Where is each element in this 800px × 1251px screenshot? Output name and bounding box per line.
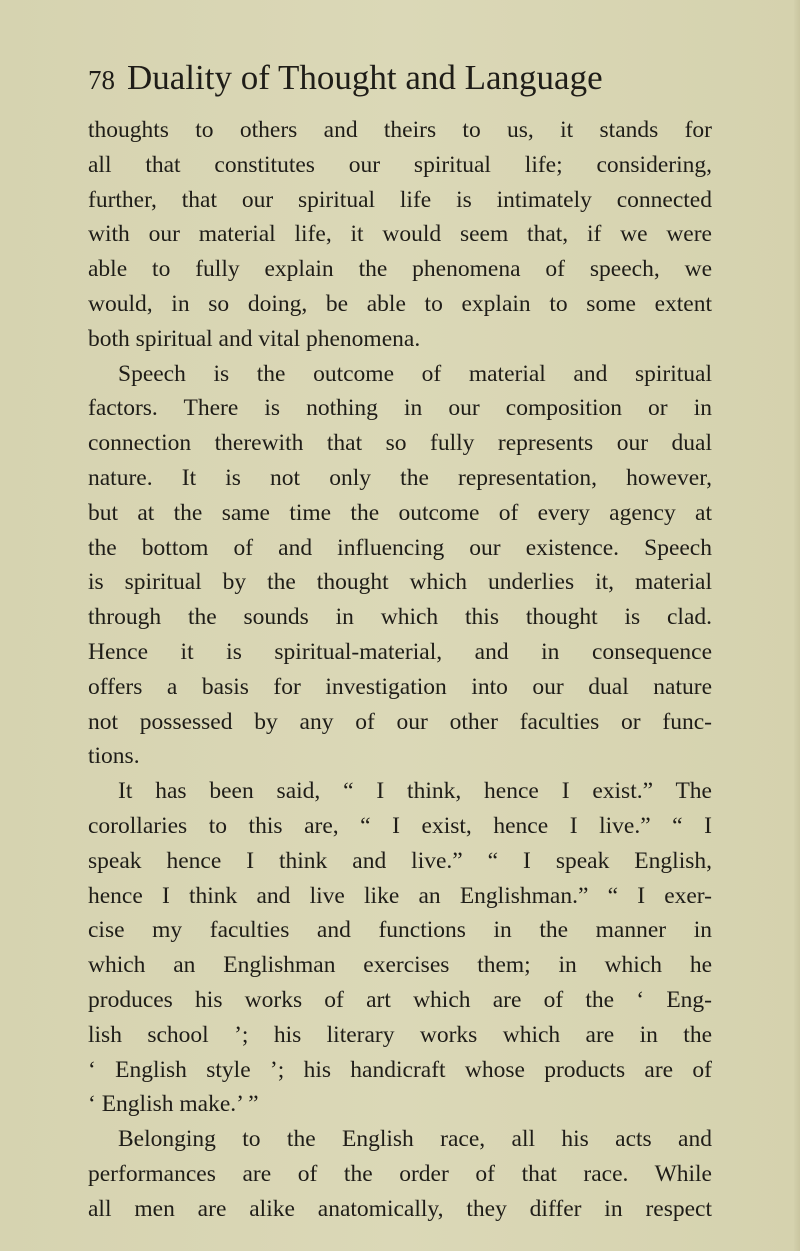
- text-line: the bottom of and influencing our existence. Speech: [88, 534, 712, 561]
- text-line: which an Englishman exercises them; in which he: [88, 952, 712, 979]
- text-line: connection therewith that so fully represents our dual: [88, 430, 712, 457]
- running-header: [88, 58, 728, 98]
- body-text: [88, 113, 712, 1227]
- text-line: factors. There is nothing in our composition or in: [88, 395, 712, 422]
- text-line: through the sounds in which this thought is clad.: [88, 604, 712, 631]
- text-line: but at the same time the outcome of every agency at: [88, 499, 712, 526]
- running-title: Duality of Thought and Language: [127, 58, 603, 97]
- text-line: would, in so doing, be able to explain to some extent: [88, 290, 712, 317]
- text-line: nature. It is not only the representation, however,: [88, 464, 712, 491]
- text-line: not possessed by any of our other faculties or func-: [88, 708, 712, 735]
- text-line: ‘ English style ’; his handicraft whose products are of: [88, 1056, 712, 1083]
- text-line: corollaries to this are, “ I exist, hence I live.” “ I: [88, 812, 712, 839]
- text-line: offers a basis for investigation into our dual nature: [88, 673, 712, 700]
- page-number: 78: [88, 65, 115, 95]
- text-line: performances are of the order of that race. While: [88, 1160, 712, 1187]
- text-line: with our material life, it would seem that, if we were: [88, 221, 712, 248]
- text-line: all men are alike anatomically, they differ in respect: [88, 1195, 712, 1222]
- page-edge: [794, 0, 800, 1251]
- text-line: is spiritual by the thought which underlies it, material: [88, 569, 712, 596]
- text-line: produces his works of art which are of the ‘ Eng-: [88, 986, 712, 1013]
- text-line: tions.: [88, 743, 140, 770]
- text-line: able to fully explain the phenomena of speech, we: [88, 256, 712, 283]
- text-line: both spiritual and vital phenomena.: [88, 325, 421, 352]
- text-line: Speech is the outcome of material and spiritual: [118, 360, 712, 387]
- text-line: Hence it is spiritual-material, and in consequence: [88, 638, 712, 665]
- text-line: hence I think and live like an Englishman.” “ I exer-: [88, 882, 712, 909]
- text-line: all that constitutes our spiritual life; considering,: [88, 151, 712, 178]
- text-line: speak hence I think and live.” “ I speak English,: [88, 847, 712, 874]
- text-line: lish school ’; his literary works which are in the: [88, 1021, 712, 1048]
- text-line: It has been said, “ I think, hence I exist.” The: [118, 778, 712, 805]
- text-line: cise my faculties and functions in the manner in: [88, 917, 712, 944]
- text-line: ‘ English make.’ ”: [88, 1091, 259, 1118]
- text-line: thoughts to others and theirs to us, it stands for: [88, 117, 712, 143]
- text-line: Belonging to the English race, all his acts and: [118, 1126, 712, 1153]
- text-line: further, that our spiritual life is intimately connected: [88, 186, 712, 213]
